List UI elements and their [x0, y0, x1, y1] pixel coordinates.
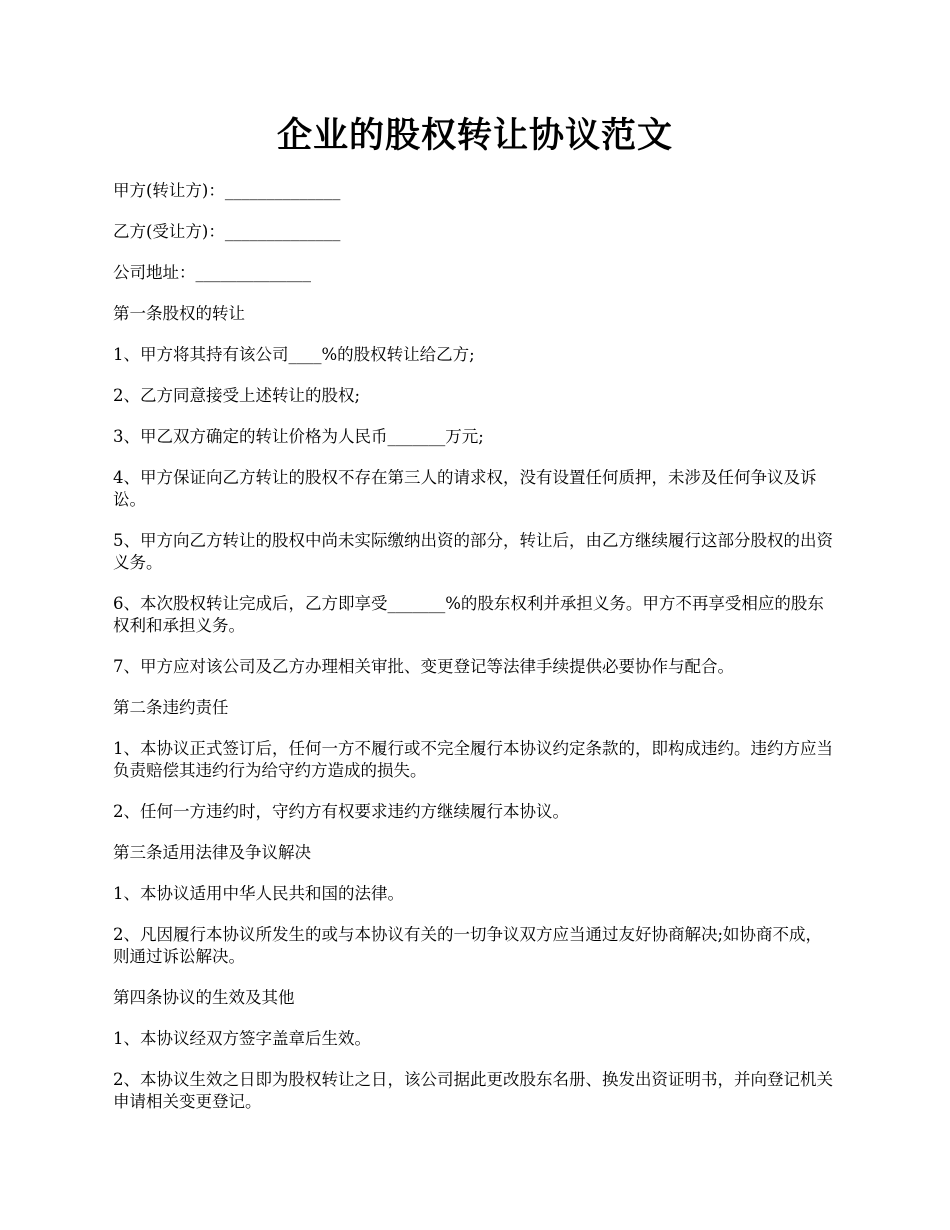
article-1-clause-5: 5、甲方向乙方转让的股权中尚未实际缴纳出资的部分，转让后，由乙方继续履行这部分股权的出资义务。: [113, 531, 833, 572]
article-1-heading: 第一条股权的转让: [113, 304, 245, 323]
article-2-clause-1: 1、本协议正式签订后，任何一方不履行或不完全履行本协议约定条款的，即构成违约。违约方应当负责赔偿其违约行为给守约方造成的损失。: [113, 739, 833, 780]
article-1-clause-7: 7、甲方应对该公司及乙方办理相关审批、变更登记等法律手续提供必要协作与配合。: [113, 657, 734, 676]
article-3-clause-1: 1、本协议适用中华人民共和国的法律。: [113, 884, 404, 903]
article-1-clause-4: 4、甲方保证向乙方转让的股权不存在第三人的请求权，没有设置任何质押，未涉及任何争议及诉讼。: [113, 468, 817, 509]
document-title: 企业的股权转让协议范文: [276, 115, 673, 156]
party-a-line: 甲方(转让方)：______________: [113, 181, 341, 200]
article-3-heading: 第三条适用法律及争议解决: [113, 843, 311, 862]
party-b-line: 乙方(受让方)：______________: [113, 222, 341, 241]
article-2-clause-2: 2、任何一方违约时，守约方有权要求违约方继续履行本协议。: [113, 802, 569, 821]
document-body: [113, 180, 837, 1132]
article-3-clause-2: 2、凡因履行本协议所发生的或与本协议有关的一切争议双方应当通过友好协商解决;如协商不成，则通过诉讼解决。: [113, 925, 823, 966]
article-2-heading: 第二条违约责任: [113, 698, 229, 717]
company-address-line: 公司地址：______________: [113, 263, 311, 282]
article-1-clause-6: 6、本次股权转让完成后，乙方即享受_______%的股东权利并承担义务。甲方不再享受相应的股东权利和承担义务。: [113, 594, 824, 635]
article-1-clause-1: 1、甲方将其持有该公司____%的股权转让给乙方;: [113, 345, 475, 364]
article-1-clause-3: 3、甲乙双方确定的转让价格为人民币_______万元;: [113, 427, 484, 446]
article-4-clause-1: 1、本协议经双方签字盖章后生效。: [113, 1029, 371, 1048]
article-1-clause-2: 2、乙方同意接受上述转让的股权;: [113, 386, 361, 405]
article-4-heading: 第四条协议的生效及其他: [113, 988, 295, 1007]
article-4-clause-2: 2、本协议生效之日即为股权转让之日，该公司据此更改股东名册、换发出资证明书，并向登记机关申请相关变更登记。: [113, 1070, 833, 1111]
